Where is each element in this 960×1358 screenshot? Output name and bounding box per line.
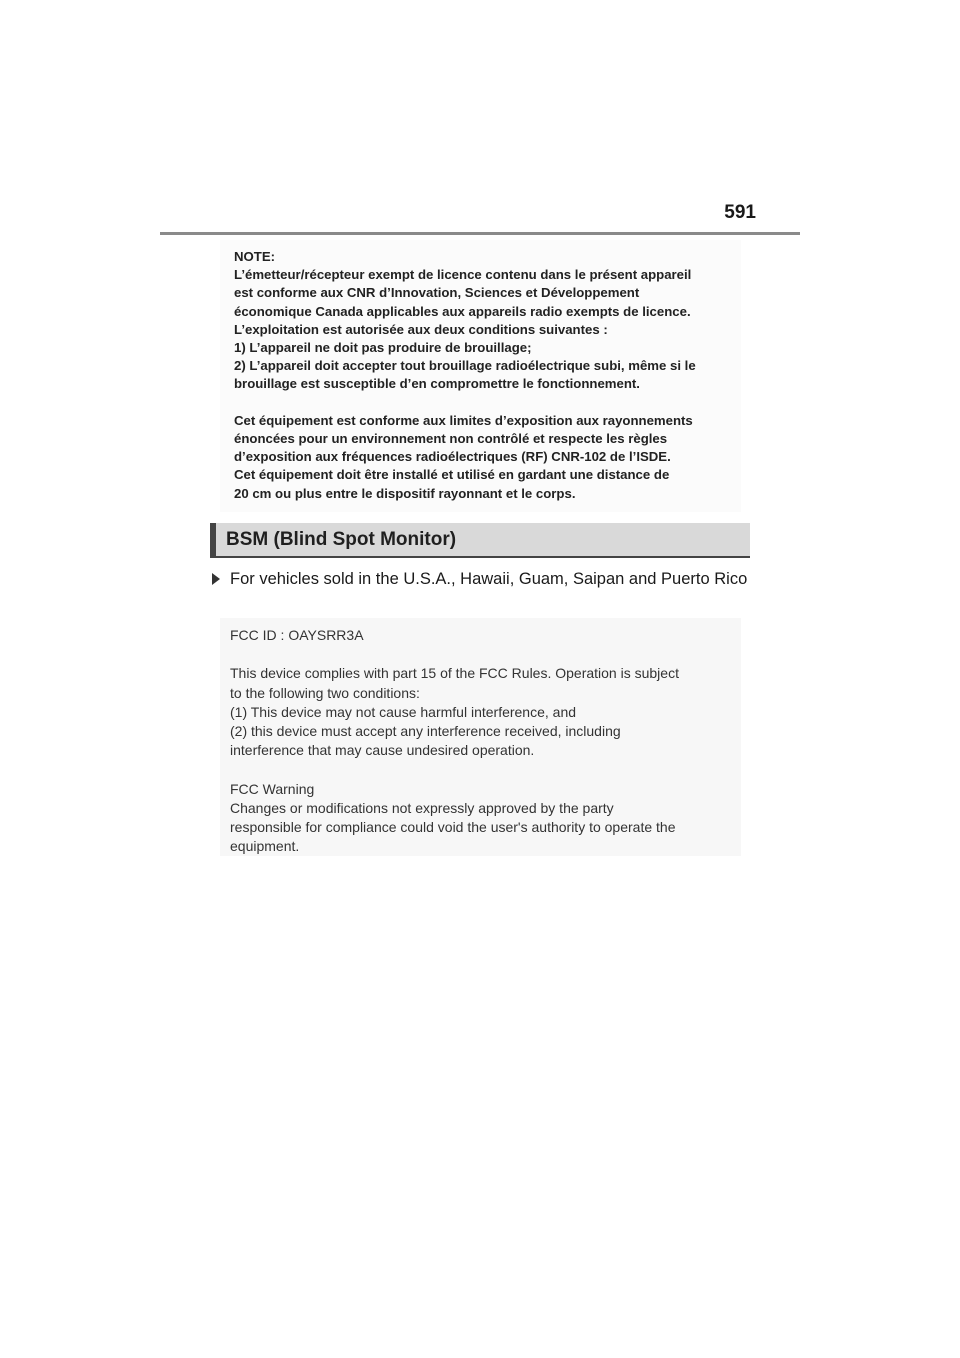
paragraph-gap <box>230 645 731 664</box>
fcc-line: FCC Warning <box>230 780 315 797</box>
bullet-text: For vehicles sold in the U.S.A., Hawaii, Guam, Saipan and Puerto Rico <box>230 570 748 588</box>
note-line: Cet équipement doit être installé et utilisé en gardant une distance de <box>234 467 670 483</box>
paragraph-gap <box>230 760 731 779</box>
fcc-line: Changes or modifications not expressly approved by the party <box>230 799 614 816</box>
page-number: 591 <box>724 202 756 223</box>
fcc-line: (2) this device must accept any interference received, including <box>230 723 621 739</box>
triangle-bullet-icon <box>212 573 220 585</box>
section-heading <box>210 523 750 558</box>
fcc-line: interference that may cause undesired operation. <box>230 742 535 759</box>
note-line: 20 cm ou plus entre le dispositif rayonnant et le corps. <box>234 485 576 501</box>
fcc-line: (1) This device may not cause harmful interference, and <box>230 703 577 720</box>
fcc-line: to the following two conditions: <box>230 684 420 701</box>
note-line: est conforme aux CNR d’Innovation, Sciences et Développement <box>234 285 640 301</box>
note-line: d’exposition aux fréquences radioélectriques (RF) CNR-102 de l’ISDE. <box>234 449 671 465</box>
note-line: 1) L’appareil ne doit pas produire de brouillage; <box>234 340 532 356</box>
fcc-line: This device complies with part 15 of the FCC Rules. Operation is subject <box>230 665 679 682</box>
fcc-line: equipment. <box>230 838 300 855</box>
fcc-line: FCC ID : OAYSRR3A <box>230 627 364 643</box>
ic-notice-box <box>220 240 741 512</box>
note-line: Cet équipement est conforme aux limites d’exposition aux rayonnements <box>234 412 693 428</box>
bullet-item <box>212 568 752 590</box>
header-divider <box>160 232 800 235</box>
note-line: économique Canada applicables aux appareils radio exempts de licence. <box>234 303 691 319</box>
fcc-notice-box <box>220 618 741 856</box>
note-line: énoncées pour un environnement non contrôlé et respecte les règles <box>234 431 668 447</box>
note-line: L’exploitation est autorisée aux deux conditions suivantes : <box>234 321 608 337</box>
note-line: NOTE: <box>234 249 276 264</box>
section-heading-text: BSM (Blind Spot Monitor) <box>226 529 457 550</box>
fcc-line: responsible for compliance could void the user's authority to operate the <box>230 819 676 835</box>
note-line: 2) L’appareil doit accepter tout brouillage radioélectrique subi, même si le <box>234 358 696 374</box>
note-line: brouillage est susceptible d’en compromettre le fonctionnement. <box>234 376 640 392</box>
note-line: L’émetteur/récepteur exempt de licence contenu dans le présent appareil <box>234 267 692 283</box>
paragraph-gap <box>234 394 729 412</box>
